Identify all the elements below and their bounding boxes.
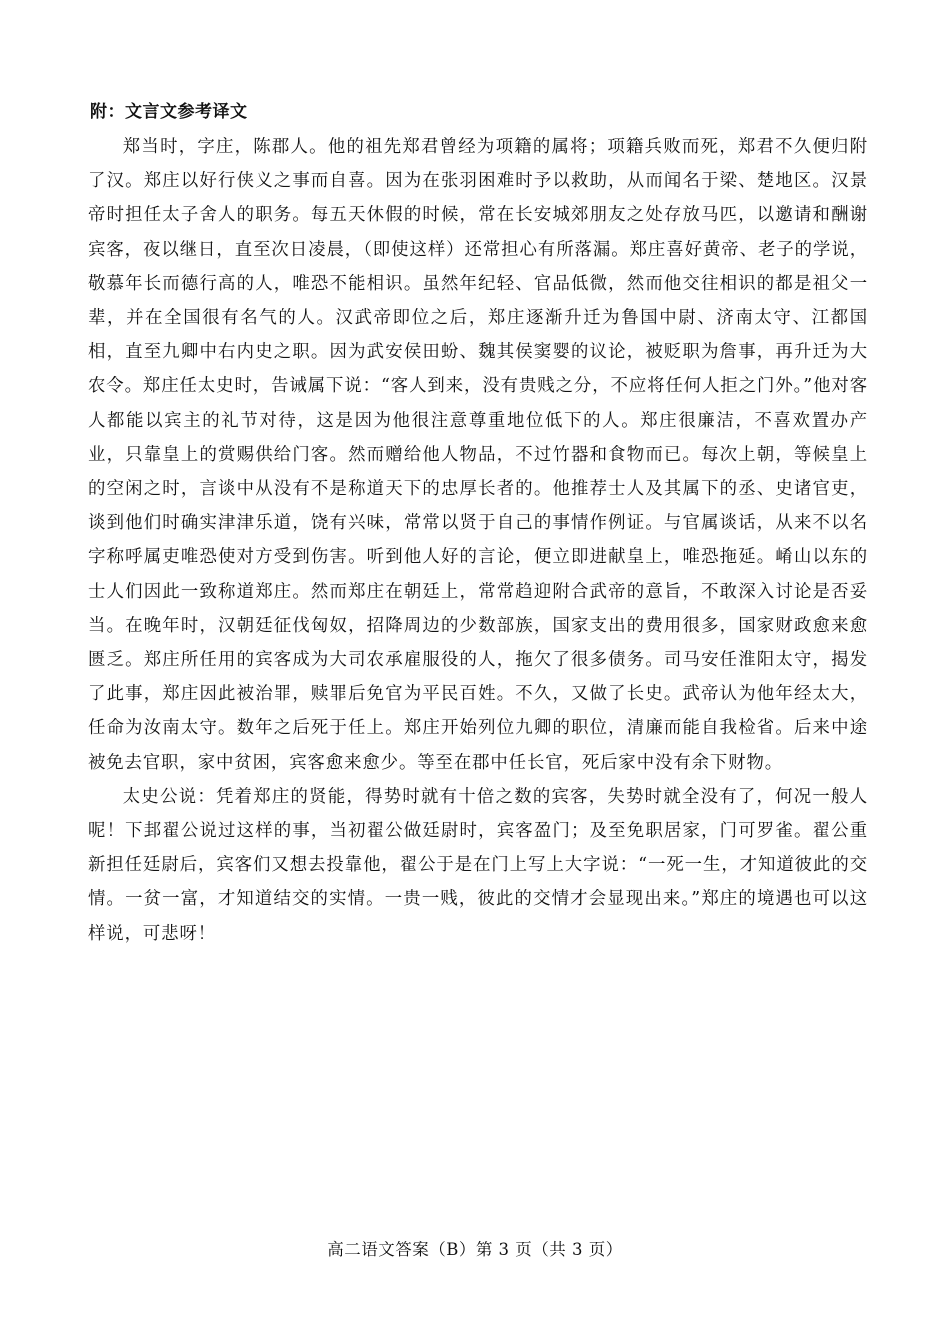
page-footer: 高二语文答案（B）第 3 页（共 3 页） (327, 1240, 623, 1259)
translation-body (88, 130, 868, 951)
section-heading: 附：文言文参考译文 (90, 102, 248, 122)
paragraph-taishigong-comment: 太史公说：凭着郑庄的贤能，得势时就有十倍之数的宾客，失势时就全没有了，何况一般人呢！下邽翟公说过这样的事，当初翟公做廷尉时，宾客盈门；及至免职居家，门可罗雀。翟公重新担任廷尉后，宾客们又想去投靠他，翟公于是在门上写上大字说：“一死一生，才知道彼此的交情。一贫一富，才知道结交的实情。一贵一贱，彼此的交情才会显现出来。”郑庄的境遇也可以这样说，可悲呀！ (88, 786, 868, 944)
paragraph-zheng-zhuang-biography: 郑当时，字庄，陈郡人。他的祖先郑君曾经为项籍的属将；项籍兵败而死，郑君不久便归附了汉。郑庄以好行侠义之事而自喜。因为在张羽困难时予以救助，从而闻名于梁、楚地区。汉景帝时担任太子舍人的职务。每五天休假的时候，常在长安城郊朋友之处存放马匹，以邀请和酬谢宾客，夜以继日，直至次日凌晨，（即使这样）还常担心有所落漏。郑庄喜好黄帝、老子的学说，敬慕年长而德行高的人，唯恐不能相识。虽然年纪轻、官品低微，然而他交往相识的都是祖父一辈，并在全国很有名气的人。汉武帝即位之后，郑庄逐渐升迁为鲁国中尉、济南太守、江都国相，直至九卿中右内史之职。因为武安侯田蚡、魏其侯窦婴的议论，被贬职为詹事，再升迁为大农令。郑庄任太史时，告诫属下说：“客人到来，没有贵贱之分，不应将任何人拒之门外。”他对客人都能以宾主的礼节对待，这是因为他很注意尊重地位低下的人。郑庄很廉洁，不喜欢置办产业，只靠皇上的赏赐供给门客。然而赠给他人物品，不过竹器和食物而已。每次上朝，等候皇上的空闲之时，言谈中从没有不是称道天下的忠厚长者的。他推荐士人及其属下的丞、史诸官吏，谈到他们时确实津津乐道，饶有兴味，常常以贤于自己的事情作例证。与官属谈话，从来不以名字称呼属吏唯恐使对方受到伤害。听到他人好的言论，便立即进献皇上，唯恐拖延。崤山以东的士人们因此一致称道郑庄。然而郑庄在朝廷上，常常趋迎附合武帝的意旨，不敢深入讨论是否妥当。在晚年时，汉朝廷征伐匈奴，招降周边的少数部族，国家支出的费用很多，国家财政愈来愈匮乏。郑庄所任用的宾客成为大司农承雇服役的人，拖欠了很多债务。司马安任淮阳太守，揭发了此事，郑庄因此被治罪，赎罪后免官为平民百姓。不久，又做了长史。武帝认为他年经太大，任命为汝南太守。数年之后死于任上。郑庄开始列位九卿的职位，清廉而能自我检省。后来中途被免去官职，家中贫困，宾客愈来愈少。等至在郡中任长官，死后家中没有余下财物。 (88, 137, 868, 773)
